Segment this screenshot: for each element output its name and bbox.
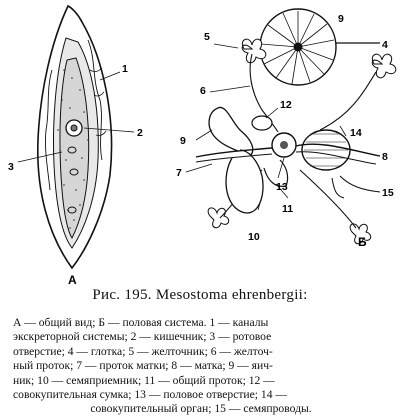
legend-line: ный проток; 7 — проток матки; 8 — матка; 9 — яич- (13, 359, 273, 373)
legend-line: совокупительный орган; 15 — семяпроводы. (90, 402, 312, 416)
panel-b-label-9-left: 9 (180, 135, 186, 147)
panel-a-body (18, 6, 134, 268)
panel-b-label-7: 7 (176, 167, 182, 179)
panel-a-label-3: 3 (8, 161, 14, 173)
panel-b-label-8: 8 (382, 151, 388, 163)
legend-line: А — общий вид; Б — половая система. 1 — каналы (13, 316, 269, 329)
panel-b-label-10: 10 (248, 231, 260, 243)
panel-b-letter: Б (358, 235, 367, 249)
panel-a-label-1: 1 (122, 63, 128, 75)
panel-a-label-2: 2 (137, 127, 143, 139)
legend-line: отверстие; 4 — глотка; 5 — желточник; 6 — желточ- (13, 344, 273, 358)
legend-line: экскреторной системы; 2 — кишечник; 3 — ротовое (13, 330, 272, 344)
panel-b-label-12: 12 (280, 99, 292, 111)
legend-line: совокупительная сумка; 13 — половое отверстие; 14 — (13, 388, 287, 402)
legend-line: ник; 10 — семяприемник; 11 — общий проток; 12 — (13, 373, 275, 387)
figure-caption-title: Рис. 195. Mesostoma ehrenbergii: (92, 287, 308, 303)
panel-b-label-4: 4 (382, 39, 388, 51)
panel-b-label-11: 11 (282, 203, 294, 215)
panel-b-label-5: 5 (204, 31, 210, 43)
panel-b-label-15: 15 (382, 187, 394, 199)
panel-b-label-13: 13 (276, 181, 288, 193)
panel-b-label-6: 6 (200, 85, 206, 97)
panel-b-label-9-upper: 9 (338, 13, 344, 25)
panel-b-label-14: 14 (350, 127, 362, 139)
panel-a-letter: А (68, 273, 77, 287)
figure-legend (13, 316, 389, 417)
